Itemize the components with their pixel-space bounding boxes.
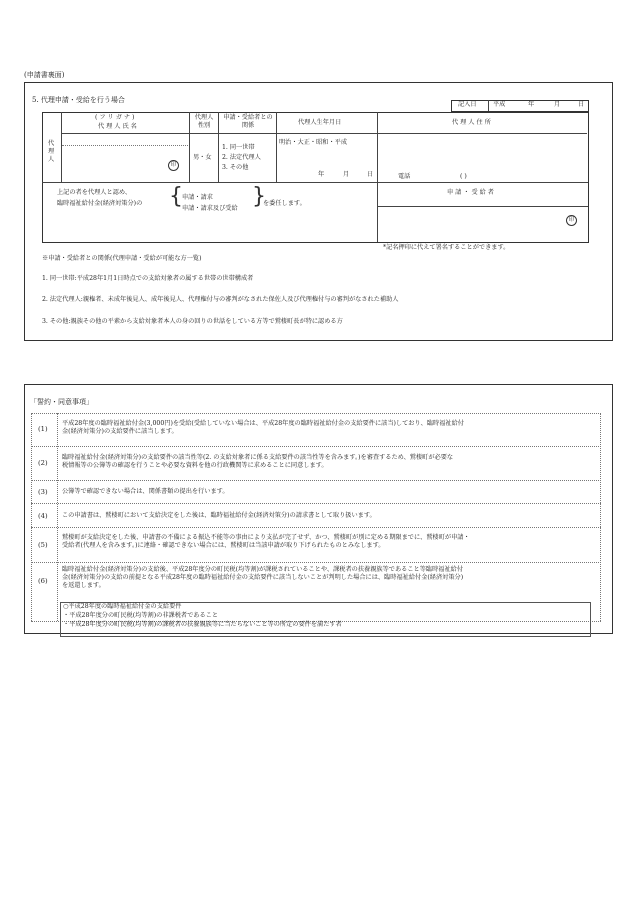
proxy-name-input[interactable] [64, 148, 163, 180]
birth-month-label: 月 [343, 171, 350, 178]
birth-year-label: 年 [318, 171, 325, 178]
delegation-option-request[interactable]: 申請・請求 [182, 194, 213, 201]
pledge-title: 「誓約・同意事項」 [30, 398, 93, 406]
phone-label: 電話 [398, 173, 411, 180]
pledge-item-5-number: (5) [38, 541, 48, 549]
applicant-name-input[interactable] [382, 210, 561, 238]
page-side-note: (申請書裏面) [24, 71, 65, 79]
signature-note: *記名押印に代えて署名することができます。 [383, 244, 510, 251]
proxy-section-title: 5. 代理申請・受給を行う場合 [32, 96, 125, 104]
requirements-heading: ○平成28年度の臨時福祉給付金の支給要件 [63, 603, 182, 610]
pledge-item-1: 平成28年度の臨時福祉給付金(3,000円)を受給(受給していない場合は、平成28年度の臨時福祉給付金の支給要件に該当)しており、臨時福祉給付 金(経済対策分)の支給要件に該当します。 [62, 420, 464, 435]
proxy-gender-label: 代理人性別 [194, 114, 214, 129]
pledge-item-3: 公簿等で確認できない場合は、関係書類の提出を行います。 [62, 488, 229, 495]
pledge-item-2-number: (2) [38, 459, 48, 467]
delegation-end: を委任します。 [263, 200, 306, 207]
pledge-item-1-number: (1) [38, 425, 48, 433]
relation-option-2[interactable]: 2. 法定代理人 [222, 154, 261, 161]
relation-def-1: 1. 同一世帯:平成28年1月1日時点での支給対象者の属する世帯の世帯構成者 [42, 275, 254, 282]
pledge-item-4: この申請書は、鷲棲町において支給決定をした後は、臨時福祉給付金(経済対策分)の請求書として取り扱います。 [62, 512, 376, 519]
delegation-line-1: 上記の者を代理人と認め、 [57, 189, 132, 196]
delegation-option-request-receive[interactable]: 申請・請求及び受給 [182, 205, 238, 212]
right-brace: } [252, 184, 266, 209]
relation-option-1[interactable]: 1. 同一世帯 [222, 144, 255, 151]
pledge-item-2: 臨時福祉給付金(経済対策分)の支給要件の該当性等(2. の支給対象者に係る支給要件の該当性等を含みます。)を審査するため、鷲棲町が必要な 税情報等の公簿等の確認を行うことや必要な資料を他の行政機関等に求めることに同意します。 [62, 454, 454, 469]
requirement-2: ・平成28年度分の町民税(均等割)の課税者の扶養親族等に当たらないこと等の所定の要件を満たす者 [63, 621, 342, 628]
proxy-seal-mark: 印 [168, 160, 179, 171]
proxy-gender-options[interactable]: 男・女 [193, 154, 212, 161]
applicant-seal-mark: 印 [566, 215, 577, 226]
entry-date-label: 記入日 [458, 101, 477, 108]
pledge-item-6: 臨時福祉給付金(経済対策分)の支給後、平成28年度分の町民税(均等割)が課税されていることや、課税者の扶養親族等であること等臨時福祉給付 金(経済対策分)の支給の前提となる平成28年度の臨時福祉給付金の支給要件に該当しないことが判明した場合には、臨時福祉給付金(経済対策分) を返還します。 [62, 566, 464, 589]
pledge-item-5: 鷲棲町が支給決定をした後、申請書の不備による振込不能等の事由により支払が完了せず、かつ、鷲棲町が別に定める期限までに、鷲棲町が申請・ 受給者(代理人を含みます。)に連絡・確認できない場合には、鷲棲町は当該申請が取り下げられたものとみなします。 [62, 534, 470, 549]
pledge-item-6-number: (6) [38, 577, 48, 585]
phone-parentheses[interactable]: ( ) [460, 173, 467, 180]
relation-option-3[interactable]: 3. その他 [222, 164, 249, 171]
proxy-address-label: 代 理 人 住 所 [452, 119, 491, 126]
applicant-label: 申 請 ・ 受 給 者 [447, 189, 494, 196]
furigana-label: ( フ リ ガ ナ ) [95, 114, 135, 121]
delegation-line-2: 臨時福祉給付金(経済対策分)の [57, 200, 143, 207]
entry-date-year: 年 [528, 101, 535, 108]
relation-def-3: 3. その他:親族その他の平素から支給対象者本人の身の回りの世話をしている方等で鷲棲町長が特に認める方 [42, 318, 343, 325]
requirement-1: ・平成28年度分の町民税(均等割)の非課税者であること [63, 612, 219, 619]
entry-date-month: 月 [554, 101, 561, 108]
relation-note: ※申請・受給者との関係(代理申請・受給が可能な方一覧) [42, 255, 202, 262]
entry-date-day: 日 [578, 101, 585, 108]
left-brace: { [169, 184, 183, 209]
proxy-name-label: 代 理 人 氏 名 [98, 123, 137, 130]
relation-label: 申請・受給者との関係 [223, 114, 273, 129]
entry-date-era: 平成 [493, 101, 506, 108]
relation-def-2: 2. 法定代理人:親権者、未成年後見人、成年後見人、代理権付与の審判がなされた保佐人及び代理権付与の審判がなされた補助人 [42, 296, 399, 303]
proxy-birthdate-label: 代理人生年月日 [298, 119, 342, 126]
birth-day-label: 日 [367, 171, 374, 178]
pledge-item-3-number: (3) [38, 488, 48, 496]
proxy-address-input[interactable] [382, 137, 586, 169]
proxy-row-label: 代理人 [48, 140, 55, 163]
birth-era-options[interactable]: 明治・大正・昭和・平成 [279, 139, 348, 146]
pledge-item-4-number: (4) [38, 512, 48, 520]
